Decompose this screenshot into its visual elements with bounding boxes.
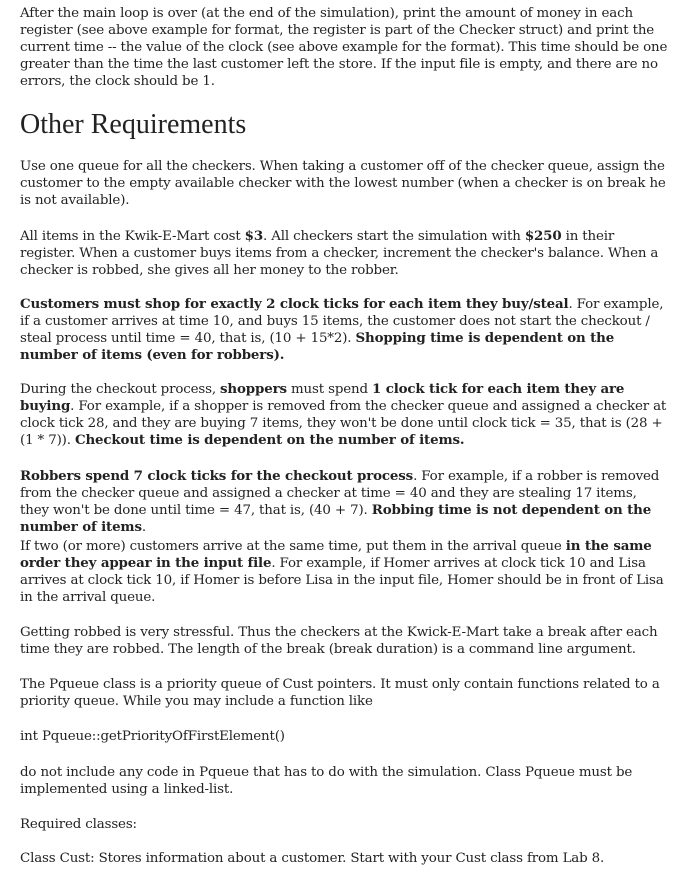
- paragraph-item-cost: [20, 228, 668, 279]
- paragraph-function-example: [20, 728, 668, 745]
- text: . For example, if a robber is removed from the checker queue and assigned a checker at time = 40 and they are stealing 17 items, they won't be done until time = 47, that is, (40 + 7).: [20, 469, 660, 518]
- emphasis: Customers must shop for exactly 2 clock ticks for each item they buy/steal: [20, 296, 569, 312]
- text: . For example, if a customer arrives at time 10, and buys 15 items, the customer does not start the checkout / steal process until time = 40, that is, (10 + 15*2).: [20, 297, 664, 346]
- text: Required classes:: [20, 817, 137, 832]
- text: . For example, if Homer arrives at clock tick 10 and Lisa arrives at clock tick 10, if Homer is before Lisa in the input file, Homer should be in front of Lisa in the arrival queue.: [20, 556, 664, 605]
- emphasis: 1 clock tick for each item they are buying: [20, 381, 625, 414]
- text: . All checkers start the simulation with: [263, 229, 525, 244]
- text: During the checkout process,: [20, 382, 221, 397]
- paragraph-end-of-simulation: [20, 5, 668, 90]
- text: Use one queue for all the checkers. When taking a customer off of the checker queue, assign the customer to the empty available checker with the lowest number (when a checker is on break he is not available).: [20, 159, 666, 208]
- emphasis: Checkout time is dependent on the number of items.: [74, 432, 465, 448]
- text: The Pqueue class is a priority queue of Cust pointers. It must only contain functions related to a priority queue. While you may include a function like: [20, 677, 660, 709]
- paragraph-class-cust: [20, 850, 668, 867]
- text: All items in the Kwik-E-Mart cost: [20, 229, 245, 244]
- paragraph-robbers: [20, 468, 668, 536]
- emphasis: $3: [244, 228, 264, 244]
- text: must spend: [286, 382, 373, 397]
- text: If two (or more) customers arrive at the same time, put them in the arrival queue: [20, 539, 566, 554]
- text: .: [141, 520, 146, 535]
- emphasis: $250: [524, 228, 562, 244]
- paragraph-no-simulation-code: [20, 764, 668, 798]
- emphasis: shoppers: [220, 381, 287, 397]
- section-heading: Other Requirements: [20, 109, 247, 140]
- paragraph-required-classes: [20, 816, 668, 833]
- text: in their register. When a customer buys items from a checker, increment the checker's balance. When a checker is robbed, she gives all her money to the robber.: [20, 229, 659, 278]
- text: . For example, if a shopper is removed from the checker queue and assigned a checker at clock tick 28, and they are buying 7 items, they won't be done until clock tick = 35, that is (28 + (1 * 7)).: [20, 399, 667, 448]
- emphasis: Shopping time is dependent on the number of items (even for robbers).: [20, 330, 615, 363]
- paragraph-one-queue: [20, 158, 668, 209]
- paragraph-pqueue: [20, 676, 668, 710]
- paragraph-shopping-time: [20, 296, 668, 364]
- text: After the main loop is over (at the end of the simulation), print the amount of money in each register (see above example for format, the register is part of the Checker struct) and print the current time -- the value of the clock (see above example for the format). This time should be one greater than the time the last customer left the store. If the input file is empty, and there are no errors, the clock should be 1.: [20, 6, 668, 89]
- emphasis: Robbers spend 7 clock ticks for the checkout process: [20, 468, 414, 484]
- emphasis: in the same order they appear in the input file: [20, 538, 652, 571]
- text: Getting robbed is very stressful. Thus the checkers at the Kwick-E-Mart take a break after each time they are robbed. The length of the break (break duration) is a command line argument.: [20, 625, 658, 657]
- paragraph-break: [20, 624, 668, 658]
- text: Class Cust: Stores information about a customer. Start with your Cust class from Lab 8.: [20, 851, 605, 866]
- emphasis: Robbing time is not dependent on the number of items: [20, 502, 652, 535]
- paragraph-checkout-time: [20, 381, 668, 449]
- text: do not include any code in Pqueue that has to do with the simulation. Class Pqueue must be implemented using a linked-list.: [20, 765, 633, 797]
- code-text: int Pqueue::getPriorityOfFirstElement(): [20, 729, 285, 744]
- paragraph-arrival-order: [20, 538, 668, 606]
